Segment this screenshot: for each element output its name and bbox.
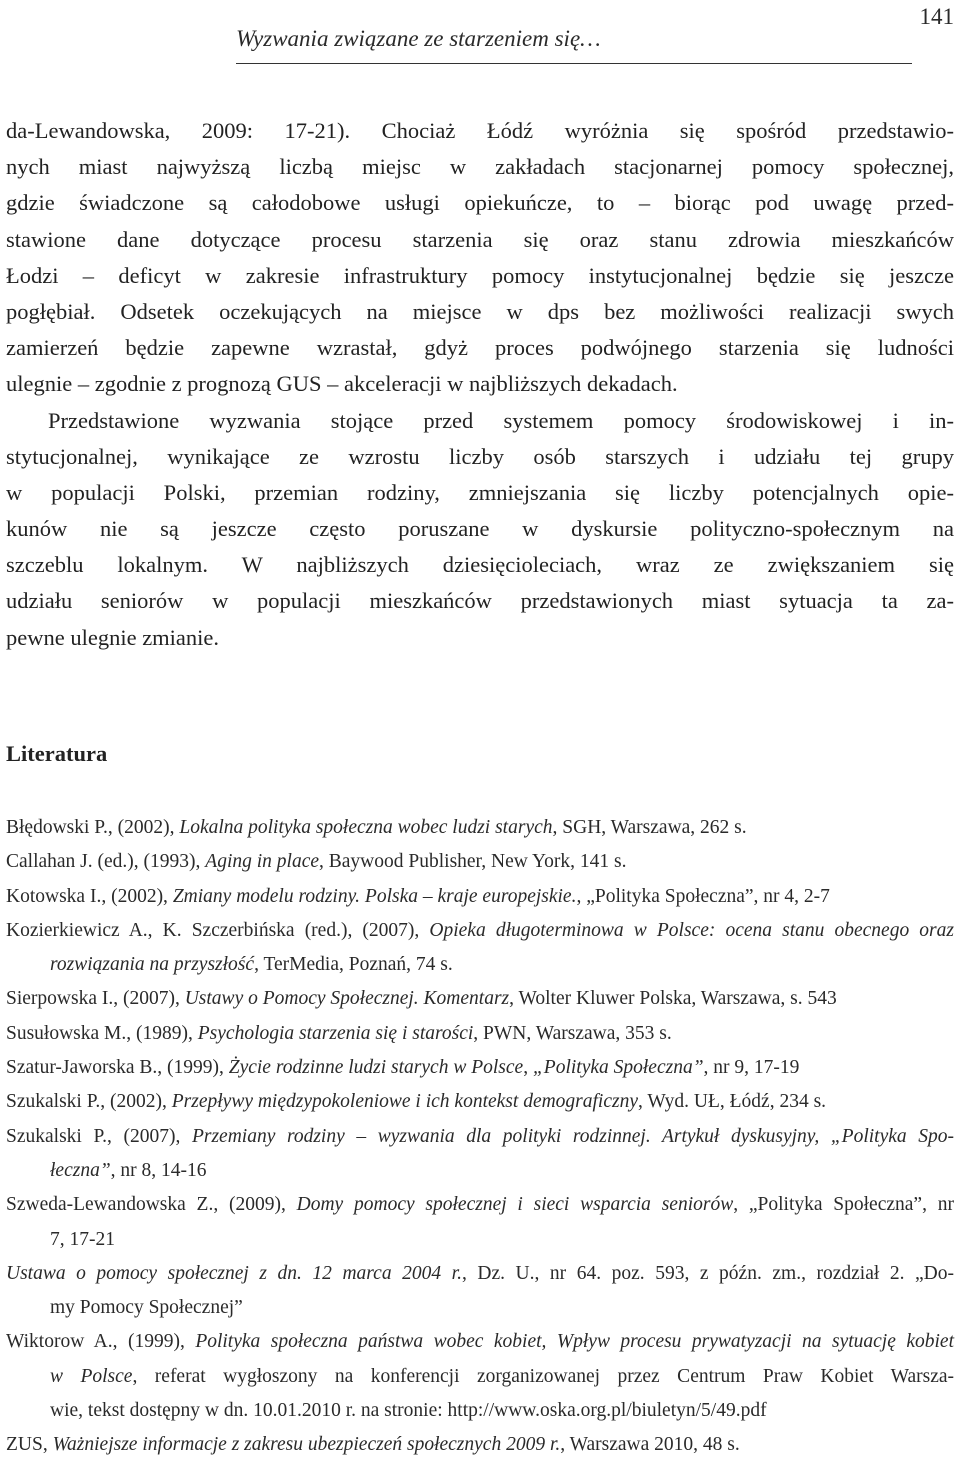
ref-title: Ważniejsze informacje z zakresu ubezpieczeń społecznych 2009 r. <box>52 1434 561 1456</box>
text-line: szczeblu lokalnym. W najbliższych dziesięcioleciach, wraz ze zwiększaniem się <box>6 552 954 578</box>
body-text <box>6 113 954 656</box>
ref-details: , „Polityka Społeczna”, nr 4, 2-7 <box>576 885 830 907</box>
reference-continuation <box>6 1154 954 1188</box>
text-line: Przedstawione wyzwania stojące przed systemem pomocy środowiskowej i in- <box>48 407 954 433</box>
reference-entry <box>6 1325 954 1359</box>
header-rule <box>236 63 912 64</box>
ref-details: , „Polityka Społeczna”, nr <box>733 1194 954 1216</box>
ref-journal: „Polityka Społeczna” <box>532 1057 704 1079</box>
ref-author: Błędowski P., (2002), <box>6 817 180 838</box>
running-head: Wyzwania związane ze starzeniem się… <box>236 26 601 51</box>
ref-title: Życie rodzinne ludzi starych w Polsce <box>228 1057 524 1079</box>
ref-details: , nr 9, 17-19 <box>703 1057 800 1079</box>
ref-title: rozwiązania na przyszłość <box>50 954 255 976</box>
text-line: stawione dane dotyczące procesu starzenia się oraz stanu zdrowia mieszkańców <box>6 226 954 252</box>
reference-continuation <box>6 948 954 982</box>
ref-author: Callahan J. (ed.), (1993), <box>6 851 206 873</box>
ref-details: , SGH, Warszawa, 262 s. <box>552 817 747 838</box>
ref-details: , Baywood Publisher, New York, 141 s. <box>319 851 627 873</box>
page-number: 141 <box>919 4 954 29</box>
ref-details: , Warszawa 2010, 48 s. <box>560 1434 740 1456</box>
text-line: zamierzeń będzie zapewne wzrastał, gdyż proces podwójnego starzenia się ludności <box>6 335 954 361</box>
text-line: gdzie świadczone są całodobowe usługi opiekuńcze, to – biorąc pod uwagę przed- <box>6 190 954 216</box>
reference-entry <box>6 811 954 845</box>
text-line: pewne ulegnie zmianie. <box>6 624 220 650</box>
ref-author: Szweda-Lewandowska Z., (2009), <box>6 1194 297 1216</box>
reference-continuation <box>6 1360 954 1394</box>
text-line: ulegnie – zgodnie z prognozą GUS – akceleracji w najbliższych dekadach. <box>6 371 678 397</box>
ref-author: Susułowska M., (1989), <box>6 1022 198 1044</box>
ref-details: , referat wygłoszony na konferencji zorganizowanej przez Centrum Praw Kobiet Warsza- <box>132 1365 955 1387</box>
reference-entry <box>6 1051 954 1085</box>
ref-title: Opieka długoterminowa w Polsce: ocena stanu obecnego oraz <box>429 919 954 941</box>
text-line: kunów nie są jeszcze często poruszane w dyskursie polityczno-społecznym na <box>6 516 954 542</box>
reference-continuation: wie, tekst dostępny w dn. 10.01.2010 r. na stronie: http://www.oska.org.pl/biuletyn/5/49.pdf <box>50 1400 767 1422</box>
ref-title: Ustawy o Pomocy Społecznej. Komentarz <box>184 988 510 1010</box>
ref-details: , Wolter Kluwer Polska, Warszawa, s. 543 <box>509 988 837 1010</box>
ref-author: ZUS, <box>6 1434 53 1456</box>
ref-title: Domy pomocy społecznej i sieci wsparcia seniorów <box>296 1194 734 1216</box>
ref-separator: , <box>523 1057 533 1079</box>
reference-entry <box>6 1085 954 1119</box>
text-line: nych miast najwyższą liczbą miejsc w zakładach stacjonarnej pomocy społecznej, <box>6 154 954 180</box>
reference-continuation: my Pomocy Społecznej” <box>50 1297 243 1319</box>
reference-entry <box>6 1017 954 1051</box>
ref-author: Wiktorow A., (1999), <box>6 1331 196 1353</box>
text-line: stytucjonalnej, wynikające ze wzrostu liczby osób starszych i udziału tej grupy <box>6 443 954 469</box>
text-line: w populacji Polski, przemian rodziny, zmniejszania się liczby potencjalnych opie- <box>6 479 954 505</box>
ref-title: Psychologia starzenia się i starości <box>197 1022 474 1044</box>
reference-entry <box>6 1120 954 1154</box>
ref-title: Przemiany rodziny – wyzwania dla polityki rodzinnej. Artykuł dyskusyjny, „Polityka Spo- <box>191 1125 955 1147</box>
ref-details: , nr 8, 14-16 <box>110 1159 207 1181</box>
reference-entry <box>6 982 954 1016</box>
ref-title: Ustawa o pomocy społecznej z dn. 12 marca 2004 r. <box>6 1262 462 1284</box>
ref-author: Kotowska I., (2002), <box>6 885 173 907</box>
ref-title: Przepływy międzypokoleniowe i ich kontekst demograficzny <box>171 1091 638 1113</box>
ref-author: Szatur-Jaworska B., (1999), <box>6 1057 229 1079</box>
reference-continuation: 7, 17-21 <box>50 1228 115 1250</box>
references-list <box>6 811 954 1463</box>
reference-entry <box>6 914 954 948</box>
ref-title: Lokalna polityka społeczna wobec ludzi starych <box>179 817 553 838</box>
ref-author: Szukalski P., (2007), <box>6 1125 192 1147</box>
ref-title: łeczna” <box>50 1159 111 1181</box>
ref-author: Szukalski P., (2002), <box>6 1091 172 1113</box>
ref-author: Kozierkiewicz A., K. Szczerbińska (red.), (2007), <box>6 919 430 941</box>
ref-author: Sierpowska I., (2007), <box>6 988 185 1010</box>
text-line: da-Lewandowska, 2009: 17-21). Chociaż Łódź wyróżnia się spośród przedstawio- <box>6 118 954 143</box>
ref-title: w Polsce <box>50 1365 133 1387</box>
reference-entry <box>6 1428 954 1462</box>
reference-entry <box>6 880 954 914</box>
text-line: udziału seniorów w populacji mieszkańców przedstawionych miast sytuacja ta za- <box>6 588 954 614</box>
text-line: pogłębiał. Odsetek oczekujących na miejsce w dps bez możliwości realizacji swych <box>6 298 954 324</box>
reference-entry <box>6 1257 954 1291</box>
ref-details: , Wyd. UŁ, Łódź, 234 s. <box>638 1091 827 1113</box>
ref-title: Zmiany modelu rodziny. Polska – kraje europejskie. <box>172 885 577 907</box>
ref-details: , Dz. U., nr 64. poz. 593, z późn. zm., rozdział 2. „Do- <box>461 1262 954 1284</box>
ref-title: Aging in place <box>205 851 320 873</box>
ref-details: , PWN, Warszawa, 353 s. <box>473 1022 672 1044</box>
references-heading: Literatura <box>6 741 108 766</box>
ref-details: , TerMedia, Poznań, 74 s. <box>254 954 453 976</box>
text-line: Łodzi – deficyt w zakresie infrastruktury pomocy instytucjonalnej będzie się jeszcze <box>6 262 954 288</box>
reference-entry <box>6 845 954 879</box>
reference-entry <box>6 1188 954 1222</box>
ref-title: Polityka społeczna państwa wobec kobiet, Wpływ procesu prywatyzacji na sytuację kobiet <box>195 1331 954 1353</box>
